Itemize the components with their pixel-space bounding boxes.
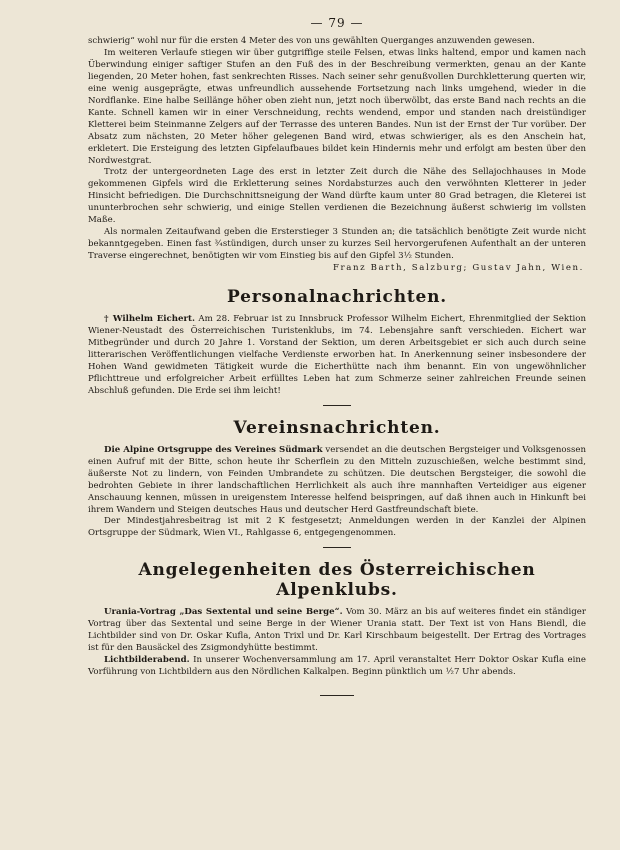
personal-name: † Wilhelm Eichert.	[104, 314, 195, 325]
club-paragraph-2	[88, 655, 586, 679]
section-divider	[323, 547, 351, 548]
page-number: — 79 —	[310, 16, 364, 30]
verein-lead: Die Alpine Ortsgruppe des Vereines Südmark	[104, 444, 323, 455]
club-heading: Angelegenheiten des Österreichischen Alpenklubs.	[138, 560, 536, 601]
club-lead-1: Urania-Vortrag „Das Sextental und seine Berge“.	[104, 607, 343, 618]
climb-signature: Franz Barth, Salzburg; Gustav Jahn, Wien.	[332, 263, 584, 274]
personal-text: Am 28. Februar ist zu Innsbruck Professor Wilhelm Eichert, Ehrenmitglied der Sektion Wiener-Neustadt des Österreichischen Turistenklubs, im 74. Lebensjahre sanft verschieden. Eichert war Mitbegründer und durch 20 Jahre 1. Vorstand der Sektion, um deren Arbeitsgebiet er sich auch durch seine litterarischen Veröffentlichungen vielfache Verdienste erworben hat. In Anerkennung seiner insbesondere der Hohen Wand gewidmeten Tätigkeit wurde die Eicherthütte nach ihm benannt. Ein von ungewöhnlicher Pflichttreue und erfolgreicher Arbeit erfülltes Leben hat zum Schmerze seiner zahlreichen Freunde seinen Abschluß gefunden. Die Erde sei ihm leicht!	[88, 314, 586, 396]
club-text-1: Vom 30. März an bis auf weiteres findet ein ständiger Vortrag über das Sextental und seine Berge in der Wiener Urania statt. Der Text ist von Hans Biendl, die Lichtbilder sind von Dr. Oskar Kufla, Anton Trixl und Dr. Karl Kirschbaum beigestellt. Der Ertrag des Vortrages ist für den Bausäckel des Zsigmondyhütte bestimmt.	[88, 607, 586, 654]
section-divider	[323, 405, 351, 406]
climb-paragraph-3: Trotz der untergeordneten Lage des erst in letzter Zeit durch die Nähe des Sellajochhauses in Mode gekommenen Gipfels wird die Erkletterung seines Nordabsturzes auch den verwöhnten Kletterer in jeder Hinsicht befriedigen. Die Durchschnittsneigung der Wand dürfte kaum unter 80 Grad betragen, die Kleterei ist ununterbrochen sehr schwierig, und einige Stellen verdienen die Bezeichnung äußerst schwierig im vollsten Maße.	[88, 167, 586, 226]
climb-signature-row	[88, 263, 586, 275]
verein-text-1: versendet an die deutschen Bergsteiger und Volksgenossen einen Aufruf mit der Bitte, schon heute ihr Scherflein zu den Mitteln zuzuschießen, welche bestimmt sind, äußerste Not zu lindern, von Feinden Umbrandete zu schützen. Die deutschen Bergsteiger, die sowohl die bedrohten Gebiete in ihrer landschaftlichen Herrlichkeit als auch ihre mannhaften Verteidiger aus eigener Anschauung kennen, müssen in ureigenstem Interesse helfend beispringen, auf daß ihnen auch in Hinkunft bei ihrem Wandern und Steigen deutsches Haus und deutscher Herd Gastfreundschaft biete.	[88, 444, 586, 515]
personal-heading: Personalnachrichten.	[227, 287, 447, 308]
club-lead-2: Lichtbilderabend.	[104, 655, 190, 666]
climb-paragraph-1: schwierig“ wohl nur für die ersten 4 Meter des von uns gewählten Querganges anzuwenden gewesen.	[88, 36, 535, 46]
verein-paragraph-1	[88, 445, 586, 517]
club-text-2: In unserer Wochenversammlung am 17. April veranstaltet Herr Doktor Oskar Kufla eine Vorführung von Lichtbildern aus den Nördlichen Kalkalpen. Beginn pünktlich um ½7 Uhr abends.	[88, 655, 586, 678]
climb-paragraph-4: Als normalen Zeitaufwand geben die Ersterstieger 3 Stunden an; die tatsächlich benötigte Zeit wurde nicht bekanntgegeben. Einen fast ¾stündigen, durch unser zu kurzes Seil hervorgerufenen Aufenthalt an der unteren Traverse eingerechnet, benötigten wir vom Einstieg bis auf den Gipfel 3½ Stunden.	[88, 227, 586, 262]
climb-paragraph-2: Im weiteren Verlaufe stiegen wir über gutgriffige steile Felsen, etwas links haltend, empor und kamen nach Überwindung einiger saftiger Stufen an den Fuß des in der Beschreibung vermerkten, genau an der Kante liegenden, 20 Meter hohen, fast senkrechten Risses. Nach seiner sehr genußvollen Durchkletterung querten wir, eine wenig ausgeprägte, etwas unfreundlich aussehende Fortsetzung nach links umgehend, wieder in die Nordflanke. Eine halbe Seillänge höher oben zieht nun, jetzt noch überwölbt, das erste Band nach rechts an die Kante. Schnell kamen wir in einer Verschneidung, rechts wendend, empor und standen nach dreistündiger Kletterei beim Steinmanne Zelgers auf der Terrasse des unteren Bandes. Nun ist der Ernst der Tur vorüber. Der Absatz zum nächsten, 20 Meter höher gelegenen Band wird, etwas schwieriger, als es den Anschein hat, erkletert. Die Ersteigung des letzten Gipfelaufbaues bildet kein Hindernis mehr und erfolgt am besten über den Nordwestgrat.	[88, 47, 586, 166]
verein-paragraph-2: Der Mindestjahresbeitrag ist mit 2 K festgesetzt; Anmeldungen werden in der Kanzlei der Alpinen Ortsgruppe der Südmark, Wien VI., Rahlgasse 6, entgegengenommen.	[88, 516, 586, 539]
verein-heading: Vereinsnachrichten.	[233, 417, 441, 438]
club-paragraph-1	[88, 607, 586, 655]
end-divider	[320, 695, 354, 696]
personal-paragraph	[88, 314, 586, 398]
